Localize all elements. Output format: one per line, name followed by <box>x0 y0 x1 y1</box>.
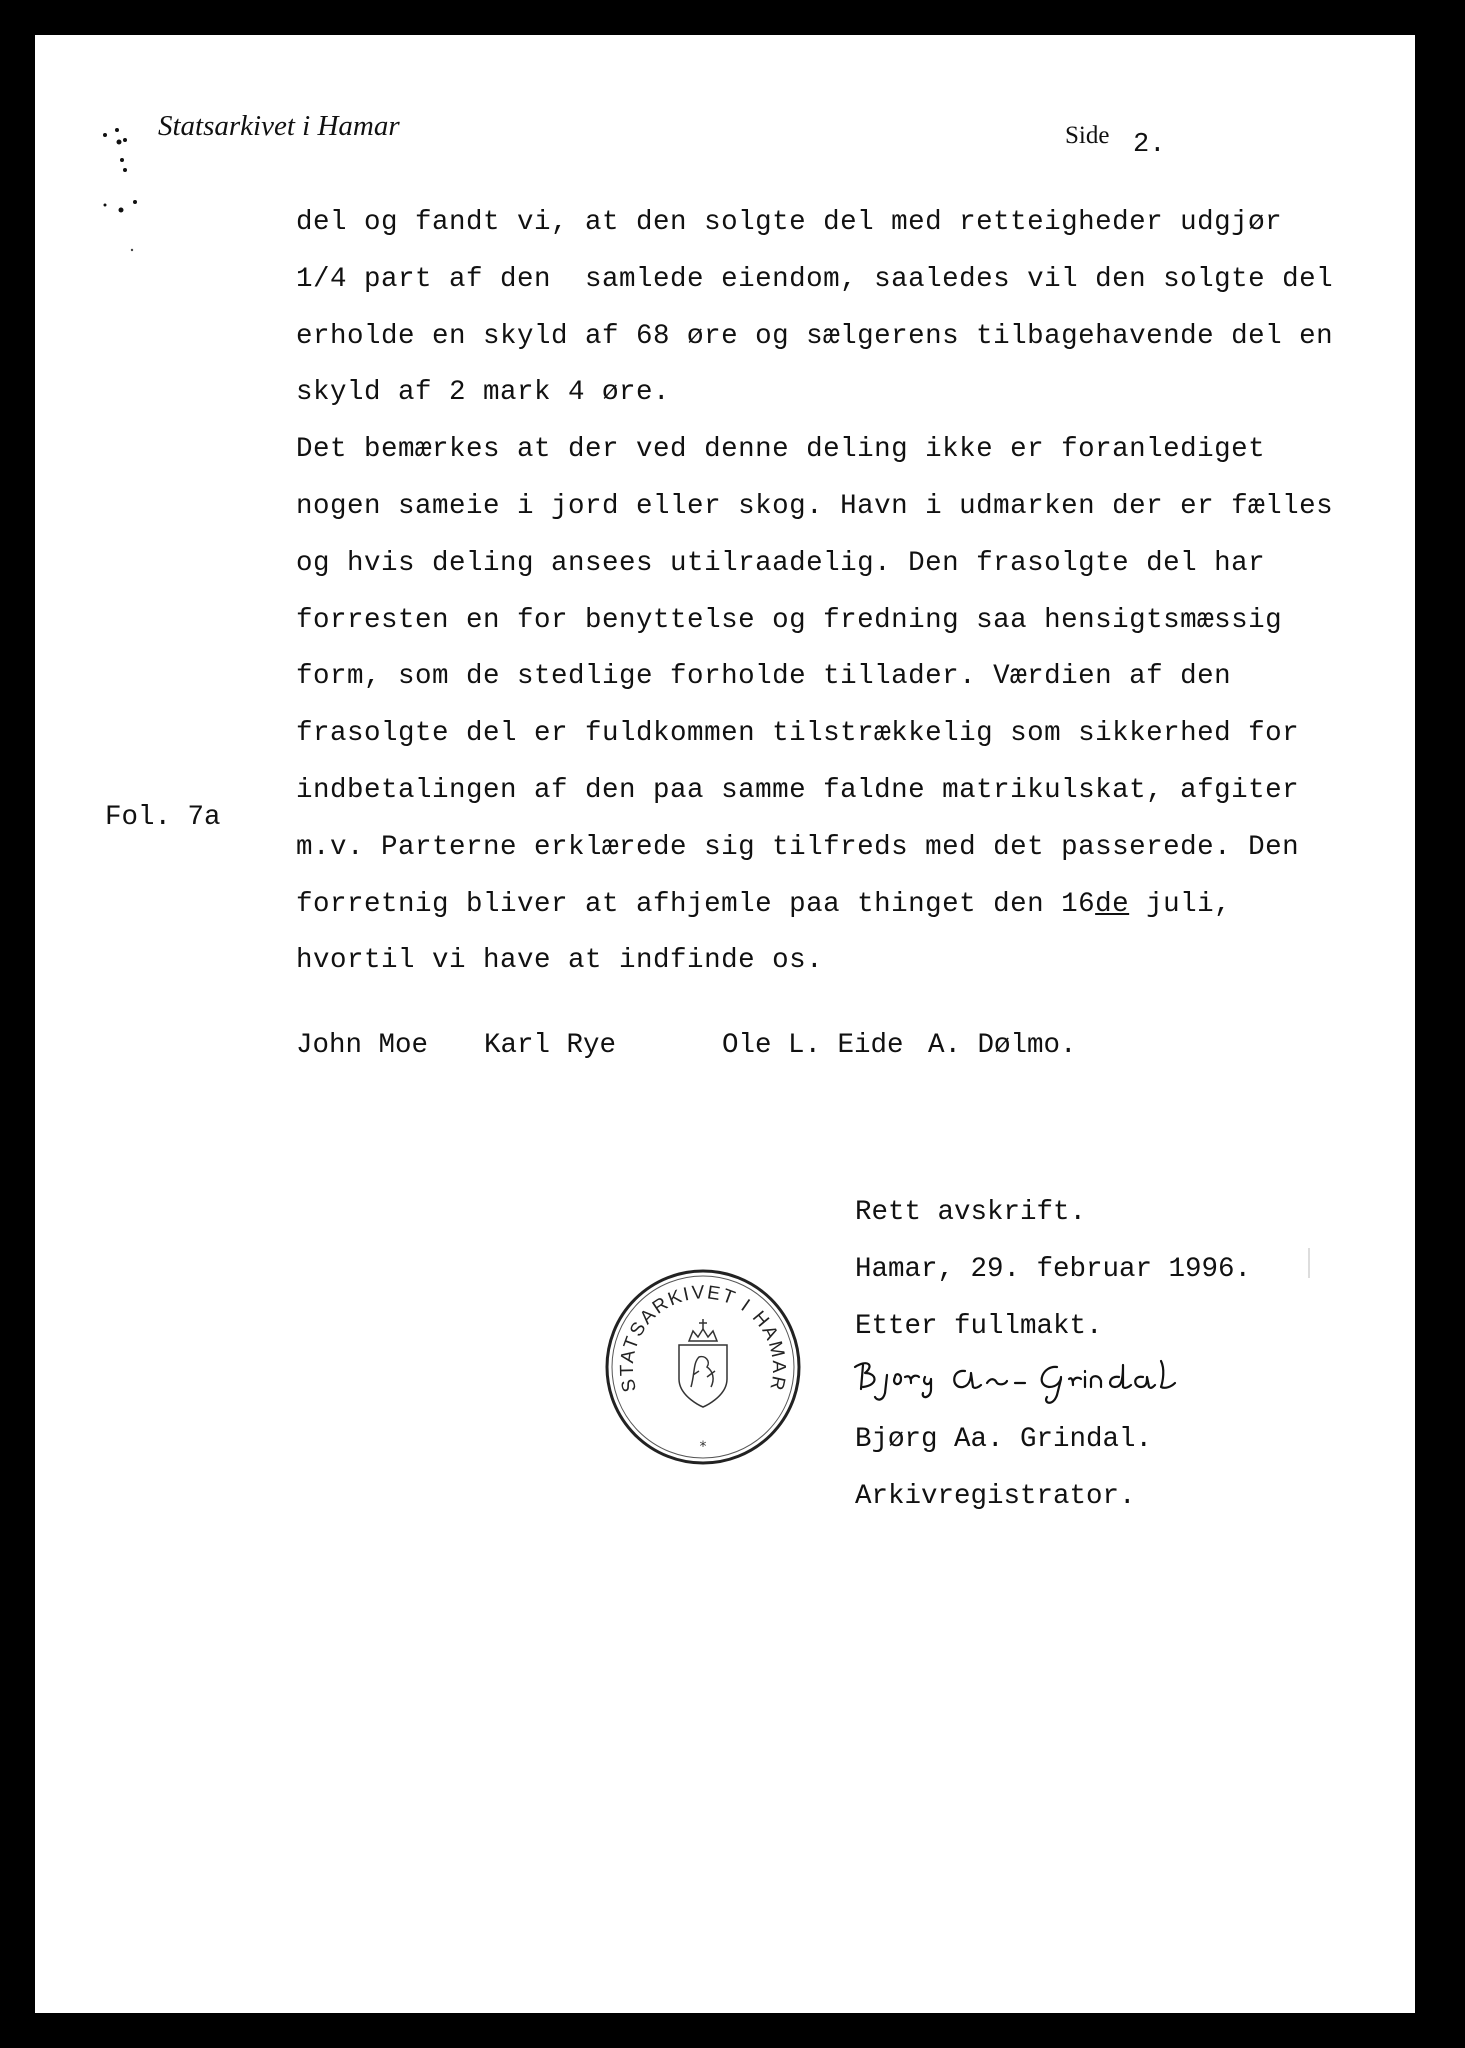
body-line: skyld af 2 mark 4 øre. <box>296 377 671 409</box>
archive-header: Statsarkivet i Hamar <box>158 110 400 142</box>
stamp-text: STATSARKIVET I HAMAR <box>616 1282 790 1394</box>
page-label: Side <box>1065 122 1110 149</box>
archive-stamp <box>603 1267 803 1467</box>
signatory-name: John Moe <box>296 1030 429 1061</box>
signer-title: Arkivregistrator. <box>855 1480 1136 1512</box>
body-line: del og fandt vi, at den solgte del med retteigheder udgjør <box>296 207 1283 238</box>
body-line: forresten en for benyttelse og fredning saa hensigtsmæssig <box>296 604 1283 636</box>
body-line: indbetalingen af den paa samme faldne matrikulskat, afgiter <box>296 774 1300 806</box>
coat-of-arms-icon <box>679 1319 727 1407</box>
svg-text:*: * <box>699 1439 707 1455</box>
body-line: m.v. Parterne erklærede sig tilfreds med det passerede. Den <box>296 831 1300 863</box>
scan-mark <box>1308 1248 1310 1278</box>
place-date-line: Hamar, 29. februar 1996. <box>855 1253 1252 1285</box>
certified-copy-line: Rett avskrift. <box>855 1197 1087 1228</box>
signatory-name: Ole L. Eide <box>722 1030 904 1061</box>
margin-folio-note: Fol. 7a <box>105 802 221 833</box>
body-line: frasolgte del er fuldkommen tilstrækkelig som sikkerhed for <box>296 718 1300 750</box>
page-number: 2. <box>1133 130 1166 160</box>
signatory-name: A. Dølmo. <box>928 1030 1077 1061</box>
signatory-name: Karl Rye <box>484 1030 617 1061</box>
body-line: form, som de stedlige forholde tillader. Værdien af den <box>296 661 1232 693</box>
body-line: nogen sameie i jord eller skog. Havn i udmarken der er fælles <box>296 490 1334 522</box>
document-body <box>296 195 1406 990</box>
body-line: 1/4 part af den samlede eiendom, saaledes vil den solgte del <box>296 263 1334 295</box>
body-line: og hvis deling ansees utilraadelig. Den frasolgte del har <box>296 547 1266 579</box>
authority-line: Etter fullmakt. <box>855 1310 1103 1342</box>
document-page <box>35 35 1415 2013</box>
signer-name: Bjørg Aa. Grindal. <box>855 1424 1153 1456</box>
body-line: Det bemærkes at der ved denne deling ikke er foranlediget <box>296 434 1266 466</box>
body-line: erholde en skyld af 68 øre og sælgerens tilbagehavende del en <box>296 320 1334 352</box>
handwritten-signature <box>847 1355 1267 1415</box>
body-line: forretnig bliver at afhjemle paa thinget den 16de juli, <box>296 888 1232 920</box>
body-line: hvortil vi have at indfinde os. <box>296 945 824 977</box>
scan-specks <box>95 110 155 260</box>
